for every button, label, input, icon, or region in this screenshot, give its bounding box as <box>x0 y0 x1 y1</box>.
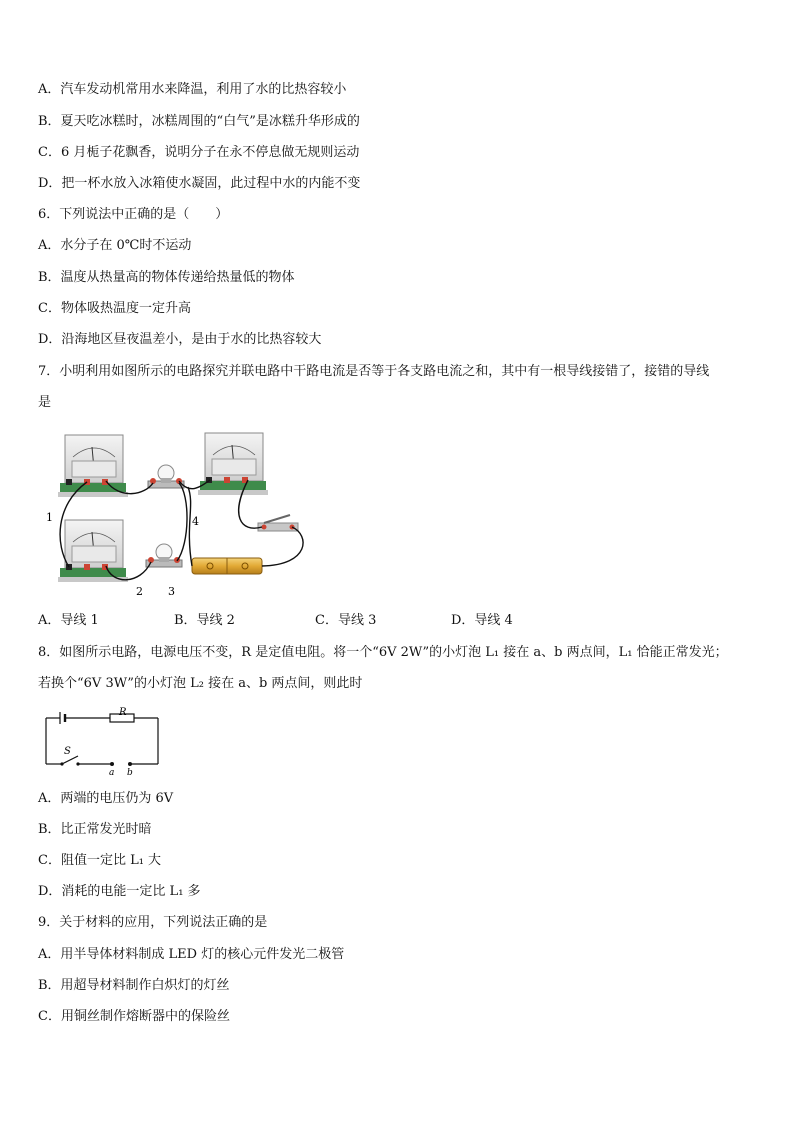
wire-label-3: 3 <box>168 585 175 598</box>
q7-option-a: A．导线 1 <box>38 613 99 628</box>
lamp-top <box>148 465 184 488</box>
q9-option-b: B．用超导材料制作白炽灯的灯丝 <box>38 978 230 993</box>
q9-option-c: C．用铜丝制作熔断器中的保险丝 <box>38 1009 230 1024</box>
q8-option-d: D．消耗的电能一定比 L₁ 多 <box>38 884 201 899</box>
q6-option-d: D．沿海地区昼夜温差小，是由于水的比热容较大 <box>38 332 322 347</box>
q7-option-d: D．导线 4 <box>451 613 513 628</box>
q7-option-c: C．导线 3 <box>315 613 377 628</box>
q5-option-d: D．把一杯水放入冰箱使水凝固，此过程中水的内能不变 <box>38 176 361 191</box>
switch-label: S <box>64 746 71 757</box>
q7-options <box>38 611 758 631</box>
ammeter-bottom-left <box>58 520 128 582</box>
q8-option-a: A．两端的电压仍为 6V <box>38 791 174 806</box>
q7-stem-line1: 7．小明利用如图所示的电路探究并联电路中干路电流是否等于各支路电流之和，其中有一根导线接错了，接错的导线 <box>38 364 710 379</box>
point-b-dot <box>128 762 132 766</box>
q6-option-a: A．水分子在 0℃时不运动 <box>38 238 192 253</box>
ammeter-top-left <box>58 435 128 497</box>
parallel-circuit-photo <box>40 425 310 605</box>
wire-label-4: 4 <box>192 515 199 528</box>
q7-circuit-figure <box>40 425 310 605</box>
wire-label-1: 1 <box>46 511 53 524</box>
q8-circuit-figure <box>40 704 165 776</box>
switch <box>258 515 298 531</box>
q8-stem-line2: 若换个“6V 3W”的小灯泡 L₂ 接在 a、b 两点间，则此时 <box>38 676 363 691</box>
q5-option-b: B．夏天吃冰糕时，冰糕周围的“白气”是冰糕升华形成的 <box>38 114 360 129</box>
q7-option-b: B．导线 2 <box>174 613 235 628</box>
q6-option-b: B．温度从热量高的物体传递给热量低的物体 <box>38 270 295 285</box>
battery-holder <box>192 558 262 574</box>
q8-option-c: C．阻值一定比 L₁ 大 <box>38 853 162 868</box>
point-a-dot <box>110 762 114 766</box>
q9-option-a: A．用半导体材料制成 LED 灯的核心元件发光二极管 <box>38 947 345 962</box>
q6-option-c: C．物体吸热温度一定升高 <box>38 301 191 316</box>
series-circuit-diagram <box>40 704 165 776</box>
q8-option-b: B．比正常发光时暗 <box>38 822 152 837</box>
resistor-label: R <box>119 707 127 718</box>
wire-label-2: 2 <box>136 585 143 598</box>
wire-3 <box>177 483 187 561</box>
q5-option-c: C．6 月栀子花飘香，说明分子在永不停息做无规则运动 <box>38 145 360 160</box>
q9-stem: 9．关于材料的应用，下列说法正确的是 <box>38 915 268 930</box>
point-a-label: a <box>109 768 115 776</box>
wire-switch-battery <box>262 527 303 566</box>
q7-stem-line2: 是 <box>38 395 52 410</box>
point-b-label: b <box>127 768 133 776</box>
q8-stem-line1: 8．如图所示电路，电源电压不变，R 是定值电阻。将一个“6V 2W”的小灯泡 L₁ 接在 a、b 两点间，L₁ 恰能正常发光； <box>38 645 728 660</box>
q5-option-a: A．汽车发动机常用水来降温，利用了水的比热容较小 <box>38 82 347 97</box>
ammeter-top-right <box>198 433 268 495</box>
lamp-bottom <box>146 544 182 567</box>
q6-stem: 6．下列说法中正确的是（ ） <box>38 207 229 222</box>
